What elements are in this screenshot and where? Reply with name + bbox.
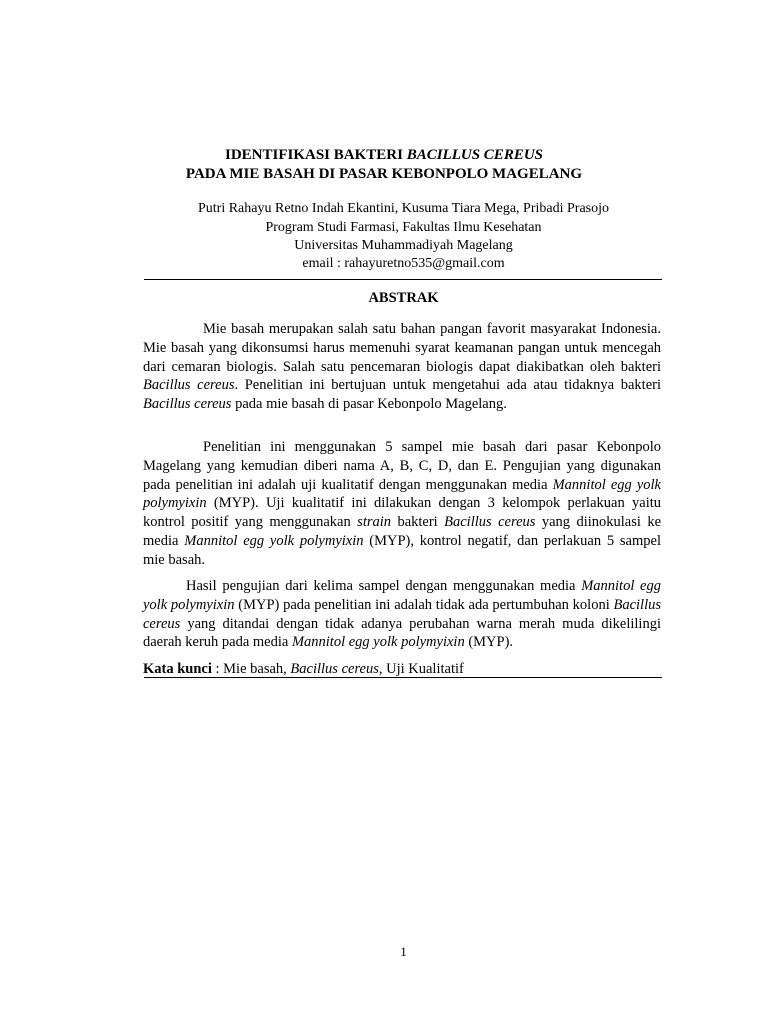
text-run: (MYP). Uji kualitatif ini dilakukan dengan 3 kelompok perlakuan yaitu kontrol positif yang menggunakan (143, 495, 661, 531)
author-program: Program Studi Farmasi, Fakultas Ilmu Kesehatan (265, 220, 542, 235)
title-prefix: IDENTIFIKASI BAKTERI (224, 147, 407, 163)
text-run: (MYP), kontrol negatif, dan perlakuan 5 sampel mie basah. (143, 532, 661, 568)
text-run: yang diinokulasi ke media (143, 514, 662, 549)
author-university: Universitas Muhammadiyah Magelang (294, 238, 513, 253)
author-names: Putri Rahayu Retno Indah Ekantini, Kusuma Tiara Mega, Pribadi Prasojo (197, 201, 609, 216)
keywords-label: Kata kunci (143, 661, 212, 677)
text-run: yang ditandai dengan tidak adanya perubahan warna merah muda dikelilingi daerah keruh pada media (143, 615, 661, 651)
header-divider (144, 279, 662, 280)
abstract-paragraph-2 (143, 438, 661, 570)
text-run: . Penelitian ini bertujuan untuk mengetahui ada atau tidaknya bakteri (234, 377, 661, 394)
keywords-divider (144, 677, 662, 678)
text-run: Mie basah merupakan salah satu bahan pangan favorit masyarakat Indonesia. Mie basah yang dikonsumsi harus memenuhi syarat keamanan pangan untuk mencegah dari cemaran biologis. Salah satu pencemaran biologis dapat diakibatkan oleh bakteri (143, 321, 661, 375)
title-line-1 (0, 146, 768, 164)
text-run: bakteri (391, 514, 445, 531)
title-species: BACILLUS CEREUS (406, 147, 543, 163)
title-line-2: PADA MIE BASAH DI PASAR KEBONPOLO MAGELANG (185, 166, 583, 182)
italic-run: Mannitol egg yolk polymyixin (143, 578, 661, 613)
italic-run: Mannitol egg yolk polymyixin (143, 476, 661, 512)
text-run: (MYP). (464, 634, 514, 651)
keywords-italic: Bacillus cereus (290, 661, 379, 677)
italic-run: strain (357, 514, 392, 531)
keywords-sep: : Mie basah, (211, 661, 291, 677)
italic-run: Mannitol egg yolk polymyixin (184, 532, 364, 549)
text-run: pada mie basah di pasar Kebonpolo Magelang. (231, 396, 507, 413)
text-run: Hasil pengujian dari kelima sampel dengan menggunakan media (186, 578, 582, 594)
page-number: 1 (400, 944, 407, 959)
abstract-heading: ABSTRAK (368, 290, 439, 306)
text-run: (MYP) pada penelitian ini adalah tidak ada pertumbuhan koloni (234, 596, 614, 613)
abstract-paragraph-3 (143, 577, 661, 652)
keywords-rest: , Uji Kualitatif (378, 661, 464, 677)
italic-run: Bacillus cereus (444, 514, 536, 531)
abstract-paragraph-1 (143, 320, 661, 414)
italic-run: Bacillus cereus (143, 596, 661, 632)
italic-run: Mannitol egg yolk polymyixin (291, 634, 465, 651)
italic-run: Bacillus cereus (143, 396, 232, 413)
keywords-line (143, 660, 661, 678)
author-email: email : rahayuretno535@gmail.com (302, 256, 505, 271)
italic-run: Bacillus cereus (143, 377, 235, 394)
text-run: Penelitian ini menggunakan 5 sampel mie basah dari pasar Kebonpolo Magelang yang kemudian diberi nama A, B, C, D, dan E. Pengujian yang digunakan pada penelitian ini adalah uji kualitatif dengan menggunakan media (143, 439, 661, 493)
